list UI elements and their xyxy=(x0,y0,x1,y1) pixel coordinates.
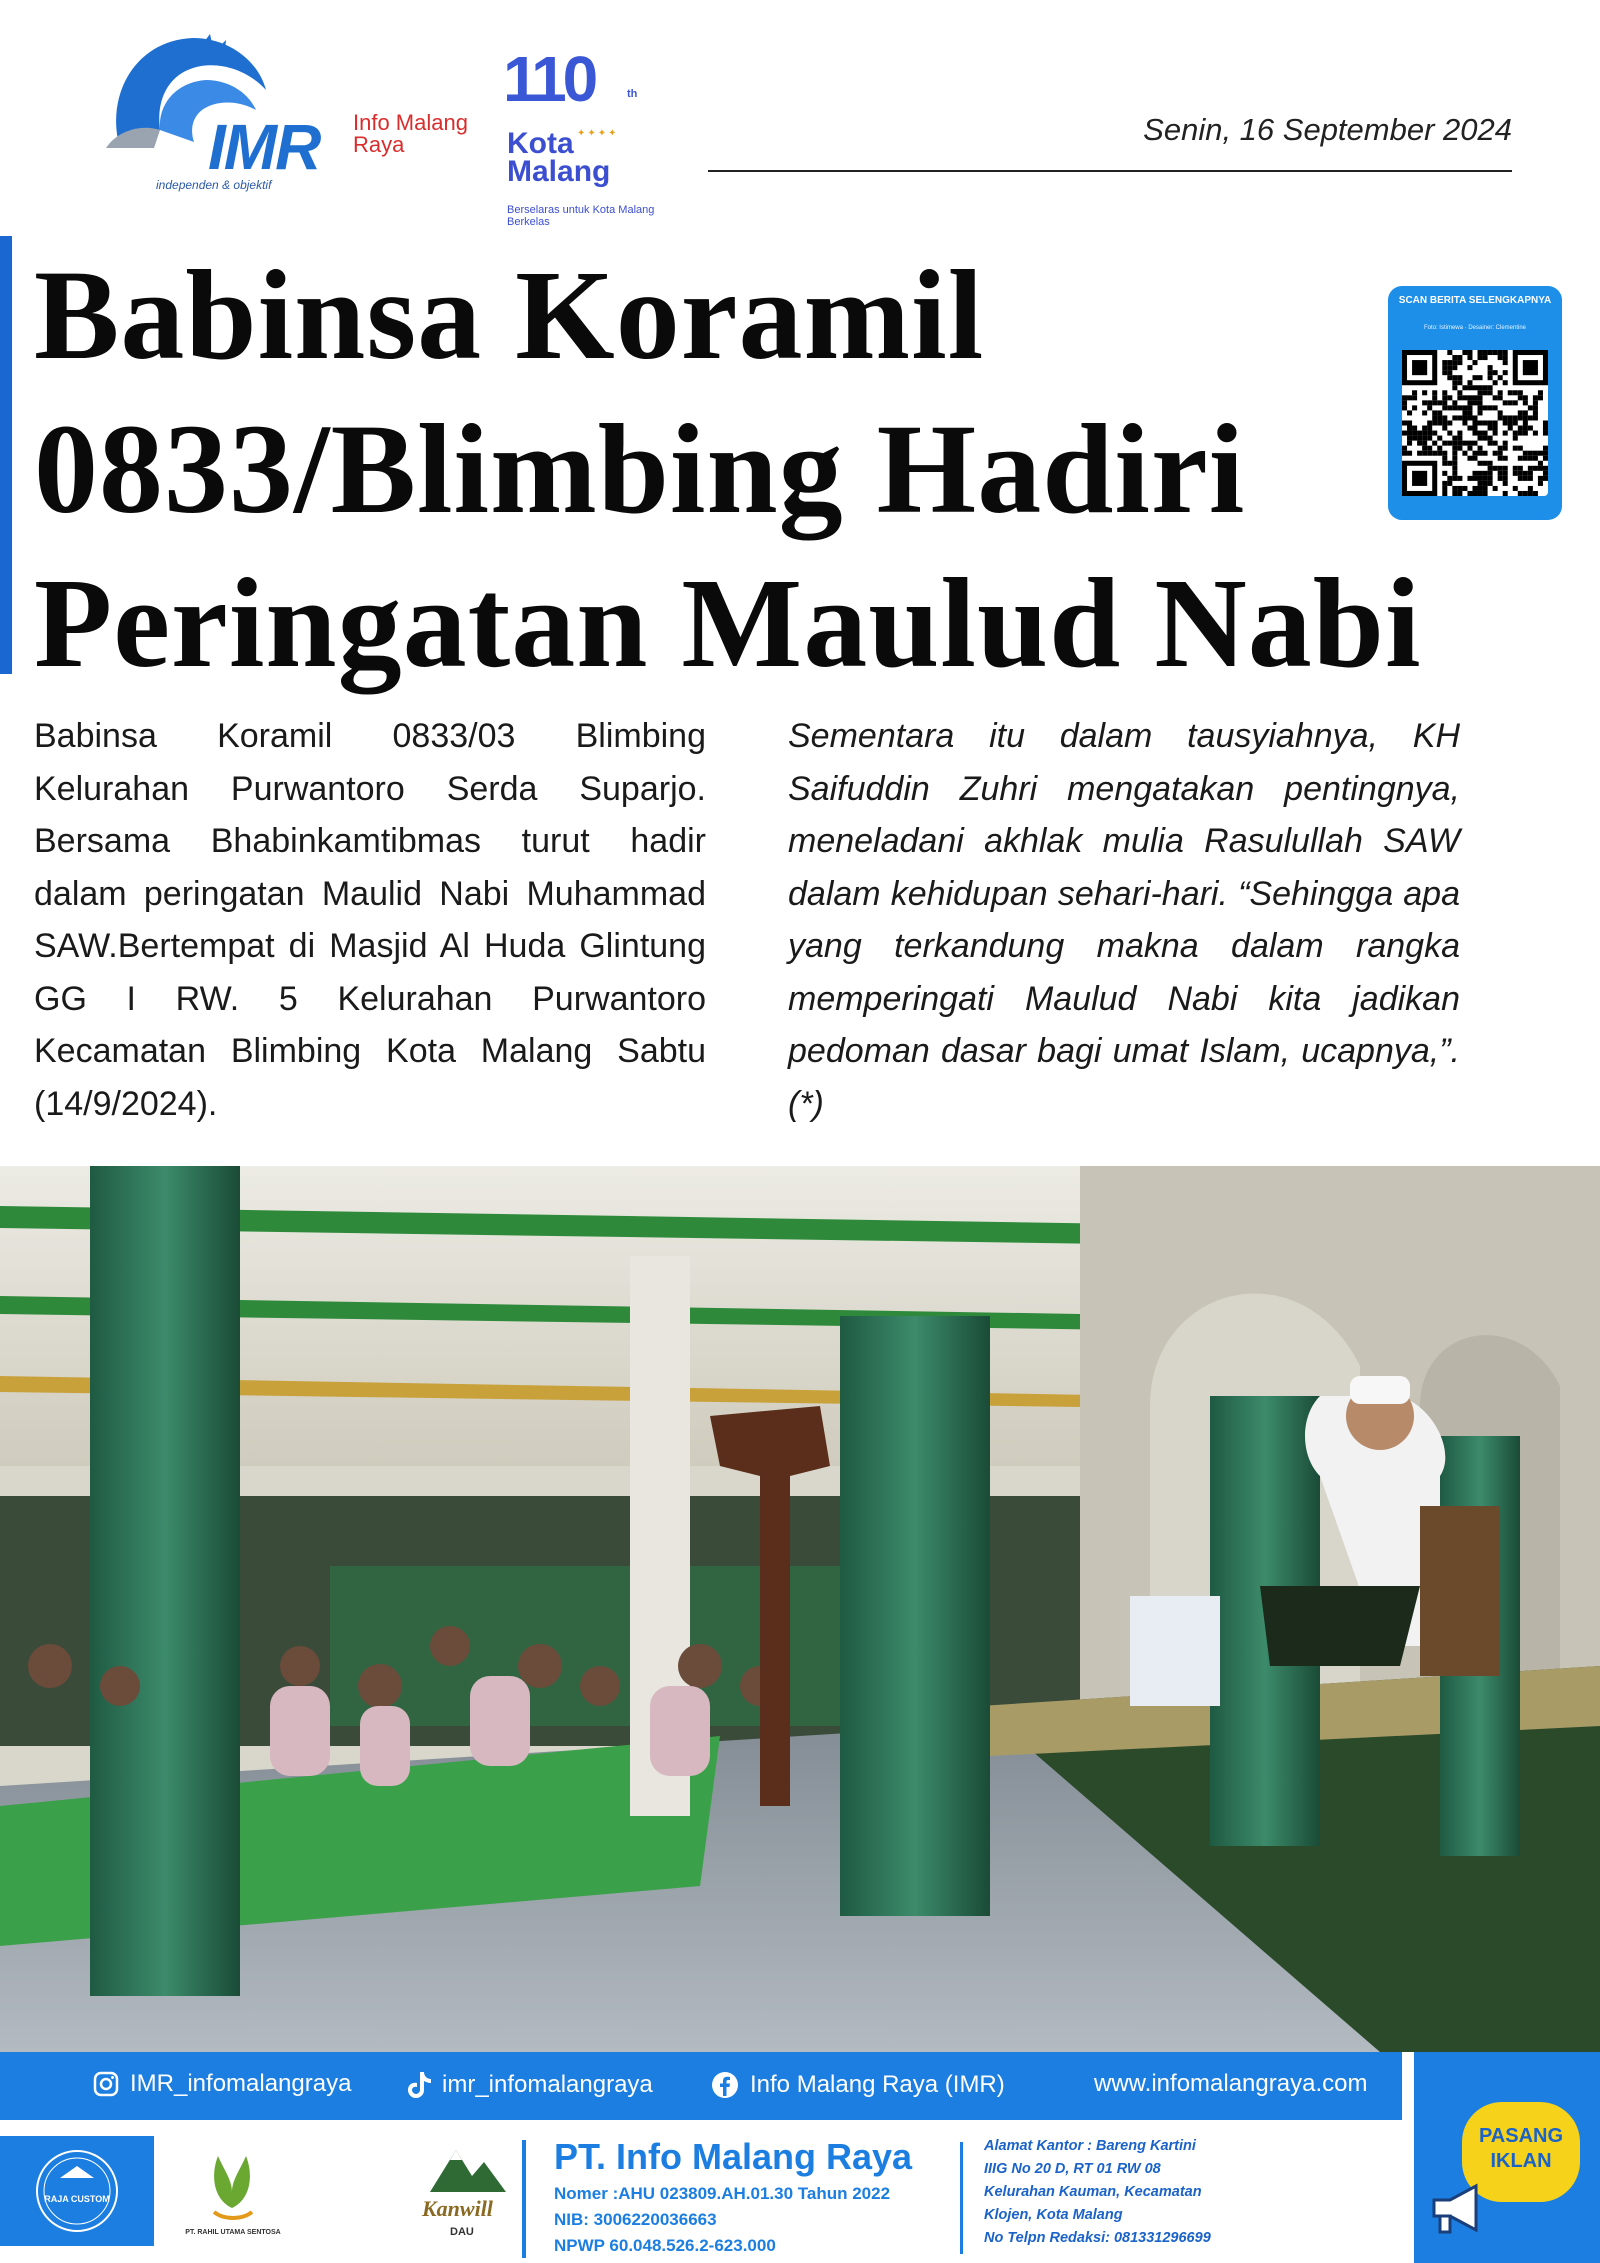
date-divider xyxy=(708,170,1512,172)
stars-decoration: ✦✦✦✦ xyxy=(577,128,619,139)
social-bar xyxy=(0,2052,1402,2120)
facebook-icon xyxy=(710,2070,740,2100)
tiktok-icon xyxy=(406,2070,432,2100)
raja-custom-label: RAJA CUSTOM xyxy=(44,2194,110,2204)
social-tiktok[interactable] xyxy=(406,2070,653,2100)
headline-accent-bar xyxy=(0,236,12,674)
pasang-iklan-button[interactable] xyxy=(1414,2052,1600,2263)
anniversary-name: Kota Malang xyxy=(507,127,611,188)
company-nomer: Nomer :AHU 023809.AH.01.30 Tahun 2022 xyxy=(554,2184,891,2203)
headline: Babinsa Koramil 0833/Blimbing Hadiri Peringatan Maulud Nabi xyxy=(34,244,1422,694)
article-paragraph-right: Sementara itu dalam tausyiahnya, KH Saifuddin Zuhri mengatakan pentingnya, meneladani akhlak mulia Rasulullah SAW dalam kehidupan sehari-hari. “Sehingga apa yang terkandung makna dalam rangka memperingati Maulud Nabi kita jadikan pedoman dasar bagi umat Islam, ucapnya,”.(*) xyxy=(788,717,1460,1123)
company-name: PT. Info Malang Raya xyxy=(554,2136,913,2177)
address-phone: No Telpn Redaksi: 081331296699 xyxy=(984,2230,1211,2246)
website-label: www.infomalangraya.com xyxy=(1094,2070,1368,2097)
kanwill-sub: DAU xyxy=(450,2226,474,2238)
publish-date: Senin, 16 September 2024 xyxy=(1143,112,1512,147)
imr-tagline: independen & objektif xyxy=(156,178,272,192)
website-link[interactable] xyxy=(1094,2070,1367,2098)
company-nib: NIB: 3006220036663 xyxy=(554,2210,717,2229)
social-label: Info Malang Raya (IMR) xyxy=(750,2071,1005,2098)
address-line: Kelurahan Kauman, Kecamatan xyxy=(984,2184,1202,2200)
kanwill-label: Kanwill xyxy=(422,2196,493,2221)
company-npwp: NPWP 60.048.526.2-623.000 xyxy=(554,2236,776,2255)
address-line: Alamat Kantor : Bareng Kartini xyxy=(984,2138,1196,2154)
social-label: IMR_infomalangraya xyxy=(130,2070,352,2097)
megaphone-icon xyxy=(1428,2180,1486,2236)
imr-logo xyxy=(98,30,468,190)
address-line: IIIG No 20 D, RT 01 RW 08 xyxy=(984,2161,1161,2177)
pasang-iklan-label: PASANG IKLAN xyxy=(1478,2125,1564,2172)
kota-malang-110-logo xyxy=(495,42,655,227)
qr-meta: Foto: Istimewa · Desainer: Clementine xyxy=(1423,325,1527,331)
anniversary-suffix: th xyxy=(627,88,638,100)
social-instagram[interactable] xyxy=(92,2070,351,2098)
company-info xyxy=(522,2136,964,2263)
sponsor-rahil-logo xyxy=(170,2136,296,2246)
anniversary-number: 110 xyxy=(503,43,595,115)
qr-title: SCAN BERITA SELENGKAPNYA xyxy=(1398,295,1552,306)
imr-wordmark: IMR xyxy=(208,111,320,183)
qr-code-icon[interactable] xyxy=(1402,350,1548,496)
instagram-icon xyxy=(92,2070,120,2098)
address-divider xyxy=(960,2142,963,2254)
qr-card[interactable] xyxy=(1388,286,1562,520)
rahil-caption: PT. RAHIL UTAMA SENTOSA xyxy=(185,2229,281,2236)
event-photo xyxy=(0,1166,1600,2052)
sponsor-raja-custom-logo xyxy=(0,2136,154,2246)
company-divider xyxy=(522,2140,526,2258)
sponsor-kanwill-logo xyxy=(410,2136,520,2246)
article-paragraph-left: Babinsa Koramil 0833/03 Blimbing Kelurahan Purwantoro Serda Suparjo. Bersama Bhabinkamtibmas turut hadir dalam peringatan Maulid Nabi Muhammad SAW.Bertempat di Masjid Al Huda Glintung GG I RW. 5 Kelurahan Purwantoro Kecamatan Blimbing Kota Malang Sabtu (14/9/2024). xyxy=(34,717,706,1123)
imr-subtitle: Info Malang Raya xyxy=(353,110,468,157)
social-label: imr_infomalangraya xyxy=(442,2071,653,2098)
social-facebook[interactable] xyxy=(710,2070,1005,2100)
address-line: Klojen, Kota Malang xyxy=(984,2207,1123,2223)
anniversary-tagline: Berselaras untuk Kota Malang Berkelas xyxy=(507,204,655,228)
